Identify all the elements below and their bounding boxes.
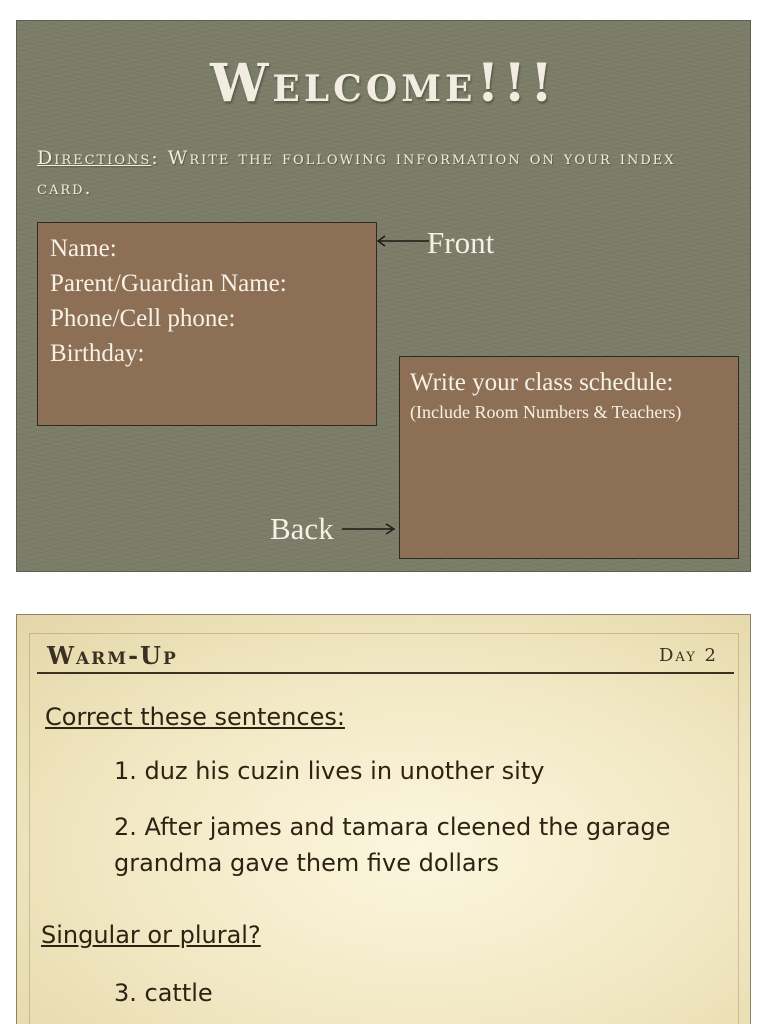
front-line-birthday: Birthday: bbox=[50, 340, 145, 367]
exercise-item-2-line-2: grandma gave them five dollars bbox=[114, 849, 499, 877]
warm-up-slide bbox=[16, 614, 751, 1024]
front-line-phone: Phone/Cell phone: bbox=[50, 305, 236, 332]
index-card-back bbox=[399, 356, 739, 559]
warm-up-header: Warm-Up bbox=[47, 641, 178, 670]
day-label: Day 2 bbox=[658, 645, 718, 666]
directions-label: Directions bbox=[37, 147, 152, 169]
back-arrow-icon bbox=[340, 523, 398, 535]
front-line-name: Name: bbox=[50, 235, 117, 262]
front-arrow-icon bbox=[375, 235, 431, 247]
section-heading-singular-plural: Singular or plural? bbox=[41, 921, 261, 949]
directions-colon: : bbox=[151, 147, 160, 169]
back-card-instruction: Write your class schedule: bbox=[410, 369, 674, 396]
front-line-guardian: Parent/Guardian Name: bbox=[50, 270, 287, 297]
index-card-front bbox=[37, 222, 377, 426]
back-label: Back bbox=[270, 511, 334, 546]
back-card-note: (Include Room Numbers & Teachers) bbox=[410, 402, 682, 422]
header-divider bbox=[37, 672, 734, 674]
exercise-item-1: 1. duz his cuzin lives in unother sity bbox=[114, 757, 545, 785]
front-label: Front bbox=[427, 225, 495, 260]
welcome-slide bbox=[16, 20, 751, 572]
exercise-item-3: 3. cattle bbox=[114, 979, 213, 1007]
directions-text bbox=[37, 143, 737, 203]
directions-body: Write the following information on your index card. bbox=[37, 147, 676, 199]
exercise-item-2-line-1: 2. After james and tamara cleened the garage bbox=[114, 813, 671, 841]
slide-title: Welcome!!! bbox=[210, 53, 557, 114]
section-heading-correct: Correct these sentences: bbox=[45, 703, 345, 731]
